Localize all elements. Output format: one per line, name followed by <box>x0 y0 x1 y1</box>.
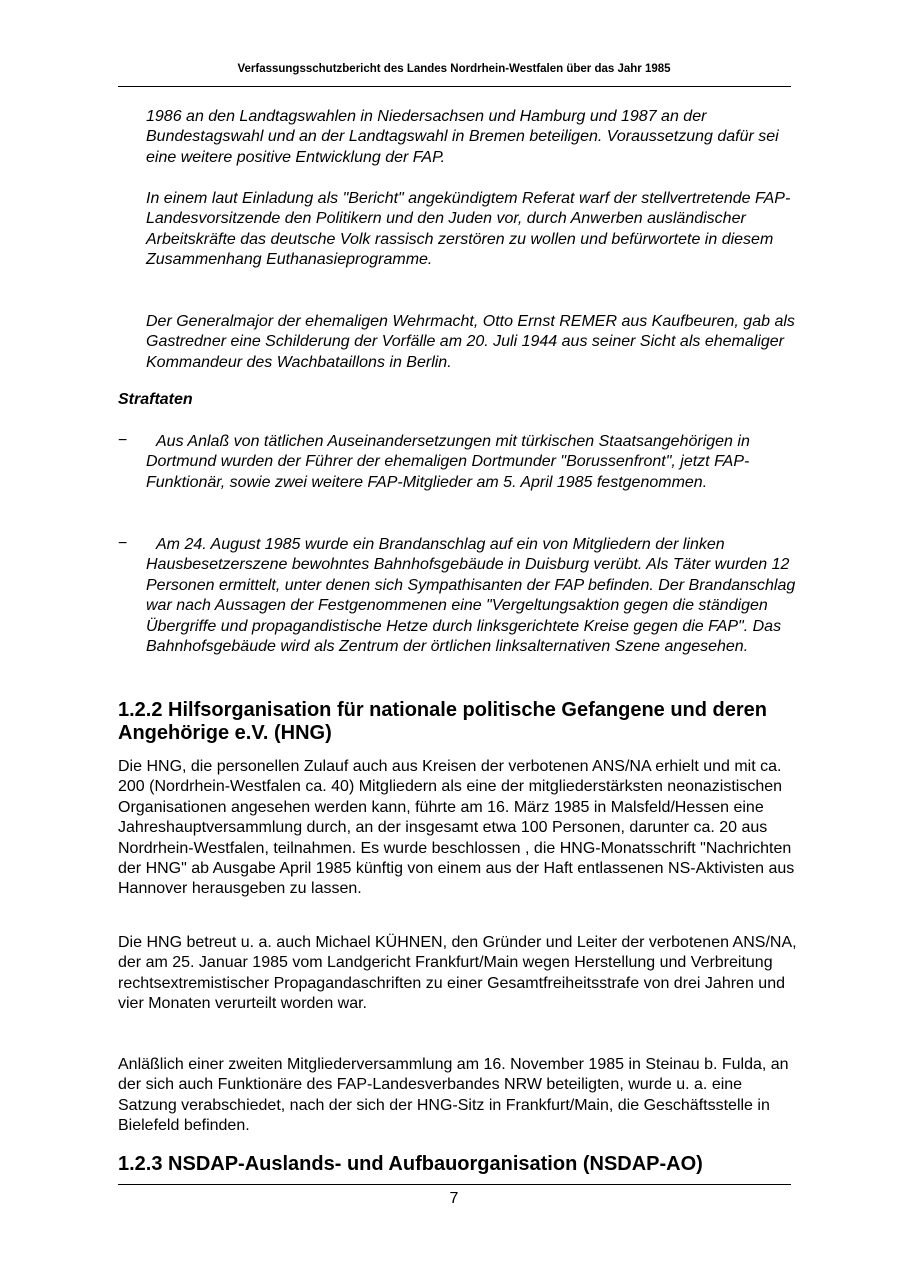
header-rule <box>118 86 791 87</box>
quote-paragraph-1: 1986 an den Landtagswahlen in Niedersachsen und Hamburg und 1987 an der Bundestagswahl und an der Landtagswahl in Bremen beteiligen. Voraussetzung dafür sei eine weitere positive Entwicklung der FAP. <box>146 108 779 166</box>
straftat-item: Am 24. August 1985 wurde ein Brandanschlag auf ein von Mitgliedern der linken Hausbesetzerszene bewohntes Bahnhofsgebäude in Duisburg verübt. Als Täter wurden 12 Personen ermittelt, unter denen sich Sympathisanten der FAP befinden. Der Brandanschlag war nach Aussagen der Festgenommenen eine "Vergeltungsaktion gegen die ständigen Übergriffe und propagandistische Hetze durch linksgerichtete Kreise gegen die FAP". Das Bahnhofsgebäude wird als Zentrum der örtlichen linksalternativen Szene angesehen. <box>146 536 796 656</box>
section-heading-hng: 1.2.2 Hilfsorganisation für nationale politische Gefangene und deren Angehörige e.V. (HNG) <box>118 699 768 744</box>
hng-paragraph-2: Die HNG betreut u. a. auch Michael KÜHNEN, den Gründer und Leiter der verbotenen ANS/NA, der am 25. Januar 1985 vom Landgericht Frankfurt/Main wegen Herstellung und Verbreitung rechtsextremistischer Propagandaschriften zu einer Gesamtfreiheitsstrafe von drei Jahren und vier Monaten verurteilt worden war. <box>118 934 797 1013</box>
straftat-item: Aus Anlaß von tätlichen Auseinandersetzungen mit türkischen Staatsangehörigen in Dortmund wurden der Führer der ehemaligen Dortmunder "Borussenfront", jetzt FAP-Funktionär, sowie zwei weitere FAP-Mitglieder am 5. April 1985 festgenommen. <box>146 433 750 491</box>
quote-paragraph-2: In einem laut Einladung als "Bericht" angekündigtem Referat warf der stellvertretende FAP-Landesvorsitzende den Politikern und den Juden vor, durch Anwerben ausländischer Arbeitskräfte das deutsche Volk rassisch zerstören zu wollen und befürwortete in diesem Zusammenhang Euthanasieprogramme. <box>146 190 791 269</box>
hng-paragraph-3: Anläßlich einer zweiten Mitgliederversammlung am 16. November 1985 in Steinau b. Fulda, an der sich auch Funktionäre des FAP-Landesverbandes NRW beteiligten, wurde u. a. eine Satzung verabschiedet, nach der sich der HNG-Sitz in Frankfurt/Main, die Geschäftsstelle in Bielefeld befinden. <box>118 1056 789 1135</box>
footer-rule <box>118 1184 791 1185</box>
dash-bullet: − <box>118 432 128 449</box>
section-heading-nsdap-ao: 1.2.3 NSDAP-Auslands- und Aufbauorganisation (NSDAP-AO) <box>118 1153 703 1175</box>
straftaten-heading: Straftaten <box>118 391 193 408</box>
dash-bullet: − <box>118 535 128 552</box>
quote-paragraph-3: Der Generalmajor der ehemaligen Wehrmacht, Otto Ernst REMER aus Kaufbeuren, gab als Gastredner eine Schilderung der Vorfälle am 20. Juli 1944 aus seiner Sicht als ehemaliger Kommandeur des Wachbataillons in Berlin. <box>146 313 795 371</box>
hng-paragraph-1: Die HNG, die personellen Zulauf auch aus Kreisen der verbotenen ANS/NA erhielt und mit ca. 200 (Nordrhein-Westfalen ca. 40) Mitgliedern als eine der mitgliederstärksten neonazistischen Organisationen angesehen werden kann, führte am 16. März 1985 in Malsfeld/Hessen eine Jahreshauptversammlung durch, an der insgesamt etwa 100 Personen, darunter ca. 20 aus Nordrhein-Westfalen, teilnahmen. Es wurde beschlossen , die HNG-Monatsschrift "Nachrichten der HNG" ab Ausgabe April 1985 künftig von einem aus der Haft entlassenen NS-Aktivisten aus Hannover herausgeben zu lassen. <box>118 758 795 898</box>
page-header: Verfassungsschutzbericht des Landes Nordrhein-Westfalen über das Jahr 1985 <box>237 63 671 75</box>
page-number: 7 <box>449 1190 459 1207</box>
